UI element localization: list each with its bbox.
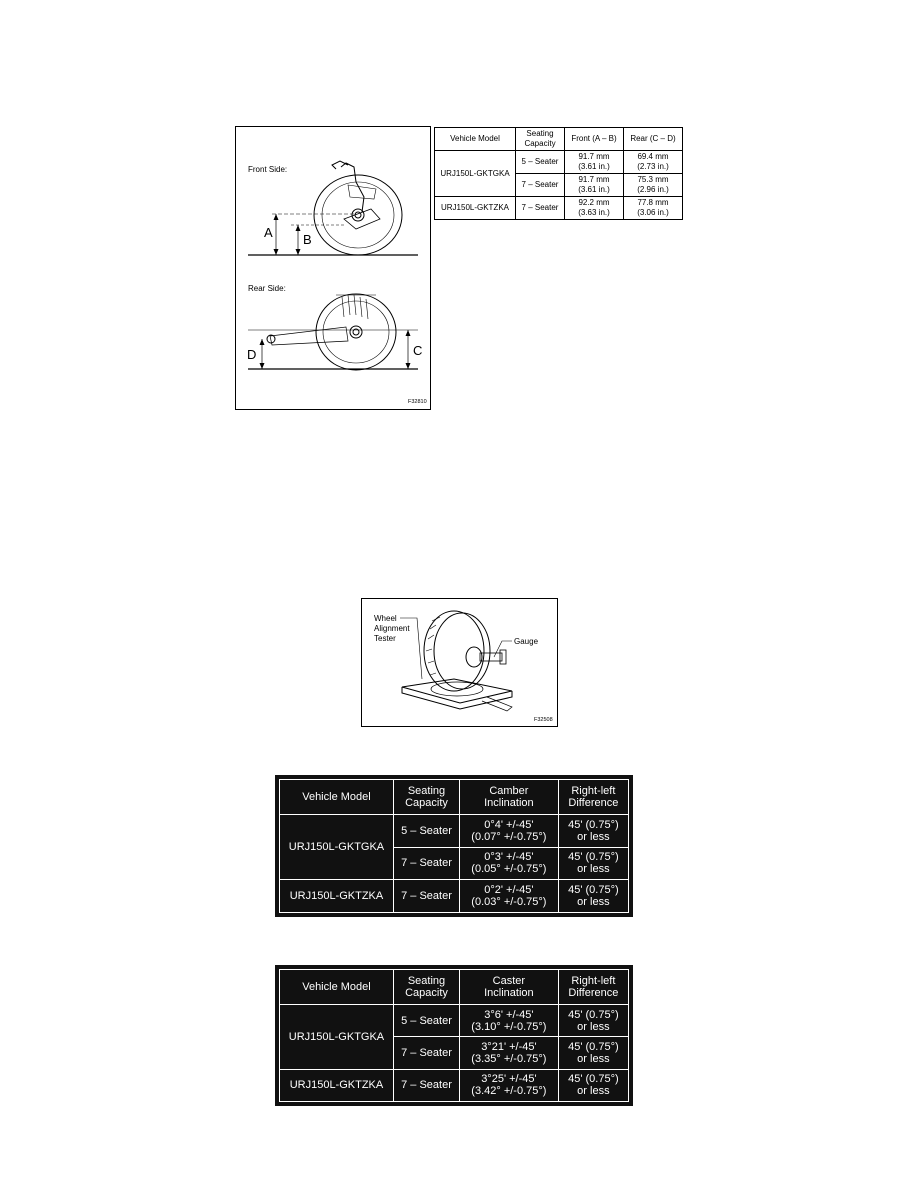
caster-table-panel: [275, 965, 633, 1106]
header-rear: Rear (C – D): [624, 128, 683, 151]
cell-model: URJ150L-GKTGKA: [280, 1005, 394, 1070]
cell-model: URJ150L-GKTGKA: [280, 815, 394, 880]
table-row: [280, 1005, 629, 1037]
cell-diff: 45' (0.75°) or less: [558, 1069, 628, 1101]
cell-diff: 45' (0.75°) or less: [558, 1005, 628, 1037]
table-row: [280, 1069, 629, 1101]
cell-front: 91.7 mm (3.61 in.): [565, 174, 624, 197]
cell-model: URJ150L-GKTGKA: [435, 151, 516, 197]
cell-value: 3°25' +/-45' (3.42° +/-0.75°): [460, 1069, 559, 1101]
cell-model: URJ150L-GKTZKA: [280, 880, 394, 913]
table-header-row: [435, 128, 683, 151]
alignment-tester-diagram: [362, 599, 557, 726]
cell-diff: 45' (0.75°) or less: [558, 815, 628, 848]
cell-seating: 7 – Seater: [393, 1069, 459, 1101]
cell-rear: 77.8 mm (3.06 in.): [624, 197, 683, 220]
rear-side-label: Rear Side:: [248, 284, 286, 293]
gauge-label: Gauge: [514, 637, 539, 646]
cell-value: 3°21' +/-45' (3.35° +/-0.75°): [460, 1037, 559, 1069]
figure-code: F32810: [408, 399, 427, 405]
cell-model: URJ150L-GKTZKA: [435, 197, 516, 220]
cell-seating: 5 – Seater: [393, 1005, 459, 1037]
table-header-row: [280, 780, 629, 815]
alignment-tester-figure: [361, 598, 558, 727]
header-vehicle-model: Vehicle Model: [280, 970, 394, 1005]
figure-code: F32508: [534, 717, 553, 723]
header-vehicle-model: Vehicle Model: [435, 128, 516, 151]
dim-d-label: D: [247, 347, 257, 362]
table-row: [435, 151, 683, 174]
tester-drawing: [400, 611, 512, 711]
header-seating-capacity: Seating Capacity: [393, 970, 459, 1005]
cell-seating: 7 – Seater: [393, 847, 459, 880]
table-header-row: [280, 970, 629, 1005]
cell-diff: 45' (0.75°) or less: [558, 847, 628, 880]
dim-a-label: A: [264, 225, 273, 240]
cell-seating: 5 – Seater: [516, 151, 565, 174]
cell-rear: 69.4 mm (2.73 in.): [624, 151, 683, 174]
dim-b-label: B: [303, 232, 312, 247]
cell-model: URJ150L-GKTZKA: [280, 1069, 394, 1101]
cell-value: 3°6' +/-45' (3.10° +/-0.75°): [460, 1005, 559, 1037]
cell-diff: 45' (0.75°) or less: [558, 1037, 628, 1069]
ride-height-diagram: [236, 127, 430, 409]
camber-table: [279, 779, 629, 913]
cell-value: 0°4' +/-45' (0.07° +/-0.75°): [460, 815, 559, 848]
cell-front: 92.2 mm (3.63 in.): [565, 197, 624, 220]
rear-wheel-drawing: [267, 294, 396, 370]
cell-seating: 7 – Seater: [516, 174, 565, 197]
header-camber-inclination: Camber Inclination: [460, 780, 559, 815]
cell-seating: 7 – Seater: [393, 880, 459, 913]
dim-c-label: C: [413, 343, 423, 358]
cell-value: 0°3' +/-45' (0.05° +/-0.75°): [460, 847, 559, 880]
cell-seating: 7 – Seater: [393, 1037, 459, 1069]
tester-label-line3: Tester: [374, 634, 396, 643]
header-vehicle-model: Vehicle Model: [280, 780, 394, 815]
header-right-left-difference: Right-left Difference: [558, 780, 628, 815]
tester-label-line1: Wheel: [374, 614, 397, 623]
table-row: [435, 197, 683, 220]
header-caster-inclination: Caster Inclination: [460, 970, 559, 1005]
ride-height-figure: [235, 126, 431, 410]
cell-seating: 7 – Seater: [516, 197, 565, 220]
caster-table: [279, 969, 629, 1102]
camber-table-panel: [275, 775, 633, 917]
header-front: Front (A – B): [565, 128, 624, 151]
cell-rear: 75.3 mm (2.96 in.): [624, 174, 683, 197]
cell-seating: 5 – Seater: [393, 815, 459, 848]
front-wheel-drawing: [314, 161, 402, 255]
header-seating-capacity: Seating Capacity: [516, 128, 565, 151]
table-row: [280, 880, 629, 913]
cell-front: 91.7 mm (3.61 in.): [565, 151, 624, 174]
cell-diff: 45' (0.75°) or less: [558, 880, 628, 913]
cell-value: 0°2' +/-45' (0.03° +/-0.75°): [460, 880, 559, 913]
ride-height-table: [434, 127, 683, 220]
table-row: [280, 815, 629, 848]
header-right-left-difference: Right-left Difference: [558, 970, 628, 1005]
tester-label-line2: Alignment: [374, 624, 410, 633]
front-side-label: Front Side:: [248, 165, 288, 174]
header-seating-capacity: Seating Capacity: [393, 780, 459, 815]
